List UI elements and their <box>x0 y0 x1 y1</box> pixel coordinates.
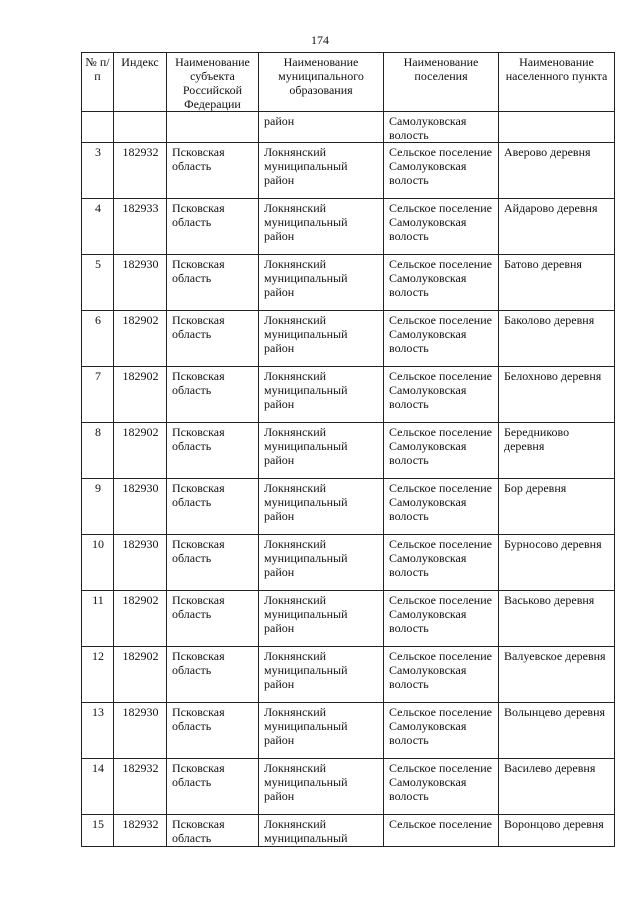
cell-num: 7 <box>82 367 114 423</box>
cell-settlement: Сельское поселение Самолуковская волость <box>384 759 499 815</box>
cell-index <box>114 112 167 143</box>
cell-num: 4 <box>82 199 114 255</box>
cell-index: 182933 <box>114 199 167 255</box>
cell-locality <box>499 112 615 143</box>
cell-municipality: Локнянский муниципальный район <box>259 647 384 703</box>
cell-municipality: Локнянский муниципальный <box>259 815 384 847</box>
cell-num: 8 <box>82 423 114 479</box>
cell-locality: Воронцово деревня <box>499 815 615 847</box>
cell-locality: Бор деревня <box>499 479 615 535</box>
cell-num: 5 <box>82 255 114 311</box>
cell-index: 182902 <box>114 591 167 647</box>
cell-num: 9 <box>82 479 114 535</box>
cell-municipality: Локнянский муниципальный район <box>259 703 384 759</box>
cell-subject: Псковская область <box>167 759 259 815</box>
cell-settlement: Сельское поселение <box>384 815 499 847</box>
cell-index: 182902 <box>114 311 167 367</box>
header-num: № п/п <box>82 53 114 112</box>
cell-num: 14 <box>82 759 114 815</box>
table-row <box>82 535 615 591</box>
header-index: Индекс <box>114 53 167 112</box>
cell-index: 182902 <box>114 367 167 423</box>
cell-index: 182930 <box>114 535 167 591</box>
table-body <box>82 112 615 847</box>
header-locality: Наименование населенного пункта <box>499 53 615 112</box>
cell-num: 11 <box>82 591 114 647</box>
table-row <box>82 759 615 815</box>
header-settlement: Наименование поселения <box>384 53 499 112</box>
table-row <box>82 647 615 703</box>
cell-subject: Псковская область <box>167 703 259 759</box>
cell-municipality: Локнянский муниципальный район <box>259 199 384 255</box>
cell-subject: Псковская область <box>167 647 259 703</box>
table-row <box>82 703 615 759</box>
cell-municipality: Локнянский муниципальный район <box>259 423 384 479</box>
table-row <box>82 311 615 367</box>
cell-locality: Василево деревня <box>499 759 615 815</box>
cell-subject: Псковская область <box>167 591 259 647</box>
cell-subject: Псковская область <box>167 255 259 311</box>
header-municipality: Наименование муниципального образования <box>259 53 384 112</box>
cell-settlement: Сельское поселение Самолуковская волость <box>384 703 499 759</box>
cell-locality: Бурносово деревня <box>499 535 615 591</box>
cell-index: 182932 <box>114 815 167 847</box>
cell-locality: Васьково деревня <box>499 591 615 647</box>
cell-subject: Псковская область <box>167 367 259 423</box>
cell-municipality: Локнянский муниципальный район <box>259 367 384 423</box>
cell-index: 182932 <box>114 759 167 815</box>
cell-municipality: Локнянский муниципальный район <box>259 311 384 367</box>
cell-settlement: Сельское поселение Самолуковская волость <box>384 255 499 311</box>
table-row <box>82 423 615 479</box>
cell-settlement: Сельское поселение Самолуковская волость <box>384 535 499 591</box>
table-row <box>82 591 615 647</box>
cell-index: 182930 <box>114 479 167 535</box>
cell-index: 182902 <box>114 647 167 703</box>
cell-settlement: Сельское поселение Самолуковская волость <box>384 199 499 255</box>
cell-subject: Псковская область <box>167 143 259 199</box>
cell-locality: Валуевское деревня <box>499 647 615 703</box>
table-row <box>82 479 615 535</box>
table-row <box>82 143 615 199</box>
cell-subject <box>167 112 259 143</box>
table-row <box>82 255 615 311</box>
cell-locality: Айдарово деревня <box>499 199 615 255</box>
cell-settlement: Сельское поселение Самолуковская волость <box>384 143 499 199</box>
cell-locality: Баколово деревня <box>499 311 615 367</box>
cell-subject: Псковская область <box>167 535 259 591</box>
cell-num: 3 <box>82 143 114 199</box>
page-number: 174 <box>311 33 329 47</box>
cell-index: 182930 <box>114 703 167 759</box>
header-subject: Наименование субъекта Российской Федерации <box>167 53 259 112</box>
table-row <box>82 815 615 847</box>
cell-municipality: Локнянский муниципальный район <box>259 479 384 535</box>
cell-settlement: Сельское поселение Самолуковская волость <box>384 591 499 647</box>
cell-locality: Бередниково деревня <box>499 423 615 479</box>
cell-subject: Псковская область <box>167 479 259 535</box>
cell-municipality: Локнянский муниципальный район <box>259 535 384 591</box>
cell-subject: Псковская область <box>167 423 259 479</box>
cell-municipality: Локнянский муниципальный район <box>259 143 384 199</box>
cell-num: 10 <box>82 535 114 591</box>
cell-subject: Псковская область <box>167 815 259 847</box>
table-row <box>82 367 615 423</box>
cell-subject: Псковская область <box>167 311 259 367</box>
cell-index: 182930 <box>114 255 167 311</box>
cell-settlement: Сельское поселение Самолуковская волость <box>384 647 499 703</box>
cell-settlement: Сельское поселение Самолуковская волость <box>384 423 499 479</box>
cell-municipality: Локнянский муниципальный район <box>259 591 384 647</box>
cell-locality: Аверово деревня <box>499 143 615 199</box>
cell-index: 182932 <box>114 143 167 199</box>
cell-locality: Батово деревня <box>499 255 615 311</box>
table-row <box>82 199 615 255</box>
cell-subject: Псковская область <box>167 199 259 255</box>
cell-settlement: Сельское поселение Самолуковская волость <box>384 479 499 535</box>
cell-num: 15 <box>82 815 114 847</box>
cell-num <box>82 112 114 143</box>
cell-settlement: Сельское поселение Самолуковская волость <box>384 367 499 423</box>
cell-num: 6 <box>82 311 114 367</box>
cell-settlement: Сельское поселение Самолуковская волость <box>384 311 499 367</box>
registry-table <box>81 52 615 847</box>
cell-index: 182902 <box>114 423 167 479</box>
table-row-continuation <box>82 112 615 143</box>
cell-municipality: район <box>259 112 384 143</box>
table-header <box>82 53 615 112</box>
cell-settlement: Самолуковская волость <box>384 112 499 143</box>
cell-municipality: Локнянский муниципальный район <box>259 255 384 311</box>
cell-locality: Белохново деревня <box>499 367 615 423</box>
cell-num: 12 <box>82 647 114 703</box>
cell-locality: Волынцево деревня <box>499 703 615 759</box>
cell-municipality: Локнянский муниципальный район <box>259 759 384 815</box>
cell-num: 13 <box>82 703 114 759</box>
